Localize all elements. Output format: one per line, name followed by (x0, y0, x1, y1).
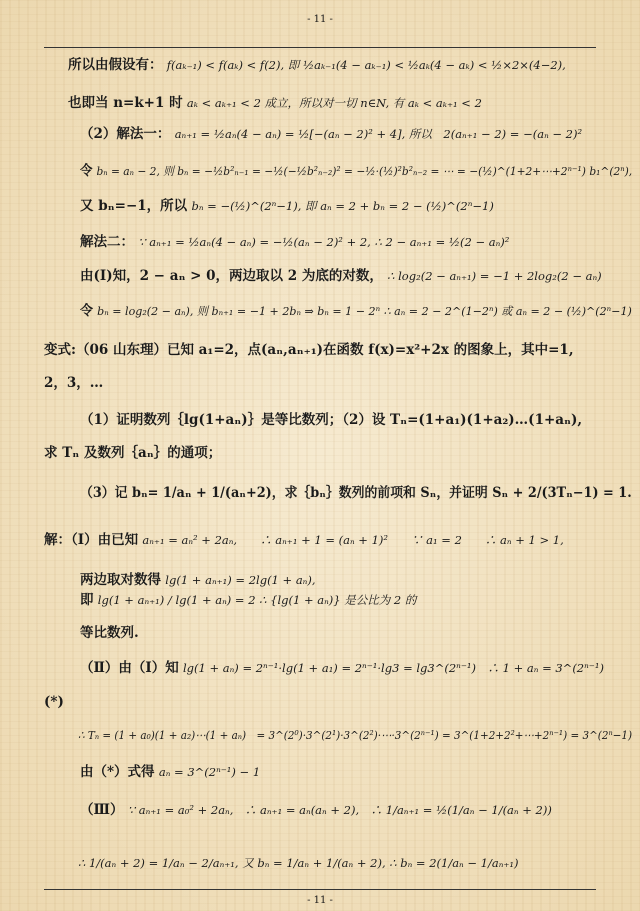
text-line: 等比数列. (80, 625, 139, 641)
text-line: 两边取对数得 lg(1 + aₙ₊₁) = 2lg(1 + aₙ), (80, 572, 316, 588)
text-line: 变式:（06 山东理）已知 a₁=2，点(aₙ,aₙ₊₁)在函数 f(x)=x²+2x 的图象上，其中=1, (44, 342, 574, 358)
text-line: ∴ Tₙ = (1 + a₀)(1 + a₂)⋯(1 + aₙ) = 3^(2⁰)·3^(2¹)·3^(2²)·⋯·3^(2ⁿ⁻¹) = 3^(1+2+2²+⋯+2ⁿ⁻¹) = 3^(2ⁿ−1) (78, 728, 633, 742)
page-number-top: - 11 - (307, 14, 333, 25)
text-line: 即 lg(1 + aₙ₊₁) / lg(1 + aₙ) = 2 ∴ {lg(1 + aₙ)} 是公比为 2 的 (80, 592, 417, 608)
text-line: 解法二： ∵ aₙ₊₁ = ½aₙ(4 − aₙ) = −½(aₙ − 2)² + 2, ∴ 2 − aₙ₊₁ = ½(2 − aₙ)² (80, 234, 510, 250)
text-line: 所以由假设有： f(aₖ₋₁) < f(aₖ) < f(2), 即 ½aₖ₋₁(4 − aₖ₋₁) < ½aₖ(4 − aₖ) < ½×2×(4−2), (68, 57, 566, 73)
text-line: 解：（Ⅰ）由已知 aₙ₊₁ = aₙ² + 2aₙ, ∴ aₙ₊₁ + 1 = (aₙ + 1)² ∵ a₁ = 2 ∴ aₙ + 1 > 1, (44, 532, 564, 548)
text-line: 2，3，… (44, 375, 104, 391)
text-line: 令 bₙ = log₂(2 − aₙ), 则 bₙ₊₁ = −1 + 2bₙ ⇒ bₙ = 1 − 2ⁿ ∴ aₙ = 2 − 2^(1−2ⁿ) 或 aₙ = 2 − (½)^(2ⁿ−1) (80, 303, 632, 319)
text-line: 由(Ⅰ)知，2 − aₙ > 0，两边取以 2 为底的对数， ∴ log₂(2 − aₙ₊₁) = −1 + 2log₂(2 − aₙ) (80, 268, 602, 284)
text-line: (*) (44, 694, 64, 710)
text-line: 又 bₙ=−1，所以 bₙ = −(½)^(2ⁿ−1), 即 aₙ = 2 + bₙ = 2 − (½)^(2ⁿ−1) (80, 198, 494, 214)
footer-rule (44, 889, 596, 890)
text-line: （1）证明数列｛lg(1+aₙ)｝是等比数列；（2）设 Tₙ=(1+a₁)(1+a₂)…(1+aₙ), (80, 412, 583, 428)
header-rule (44, 47, 596, 48)
text-line: 求 Tₙ 及数列｛aₙ｝的通项； (44, 445, 222, 461)
text-line: （Ⅱ）由（Ⅰ）知 lg(1 + aₙ) = 2ⁿ⁻¹·lg(1 + a₁) = 2ⁿ⁻¹·lg3 = lg3^(2ⁿ⁻¹) ∴ 1 + aₙ = 3^(2ⁿ⁻¹) (80, 660, 604, 676)
text-line: 由（*）式得 aₙ = 3^(2ⁿ⁻¹) − 1 (80, 764, 261, 780)
text-line: （3）记 bₙ= 1/aₙ + 1/(aₙ+2)，求｛bₙ｝数列的前项和 Sₙ，并证明 Sₙ + 2/(3Tₙ−1) = 1. (80, 485, 632, 501)
page-number-bottom: - 11 - (307, 895, 333, 906)
text-line: 令 bₙ = aₙ − 2, 则 bₙ = −½b²ₙ₋₁ = −½(−½b²ₙ₋₂)² = −½·(½)²b²ₙ₋₂ = ⋯ = −(½)^(1+2+⋯+2ⁿ⁻¹) b₁^(2ⁿ), (80, 163, 633, 179)
text-line: 也即当 n=k+1 时 aₖ < aₖ₊₁ < 2 成立，所以对一切 n∈N, 有 aₖ < aₖ₊₁ < 2 (68, 95, 482, 111)
text-line: （Ⅲ） ∵ aₙ₊₁ = a₀² + 2aₙ, ∴ aₙ₊₁ = aₙ(aₙ + 2), ∴ 1/aₙ₊₁ = ½(1/aₙ − 1/(aₙ + 2)) (80, 802, 552, 818)
text-line: （2）解法一： aₙ₊₁ = ½aₙ(4 − aₙ) = ½[−(aₙ − 2)² + 4], 所以 2(aₙ₊₁ − 2) = −(aₙ − 2)² (80, 126, 583, 142)
text-line: ∴ 1/(aₙ + 2) = 1/aₙ − 2/aₙ₊₁, 又 bₙ = 1/aₙ + 1/(aₙ + 2), ∴ bₙ = 2(1/aₙ − 1/aₙ₊₁) (78, 856, 519, 870)
